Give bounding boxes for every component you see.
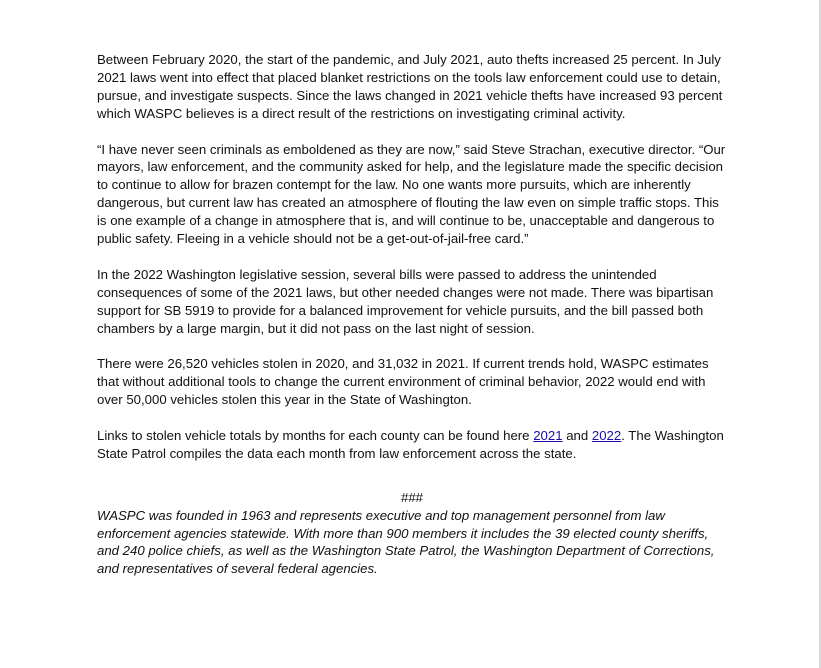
links-intro-text: Links to stolen vehicle totals by months for each county can be found here bbox=[97, 427, 534, 443]
paragraph-auto-theft-trends: Between February 2020, the start of the pandemic, and July 2021, auto thefts increased 25 percent. In July 2021 laws went into effect that placed blanket restrictions on the tools law enforcement could use to detain, pursue, and investigate suspects. Since the laws changed in 2021 vehicle thefts have increased 93 percent which WASPC believes is a direct result of the restrictions on investigating criminal activity. bbox=[97, 52, 723, 121]
organization-boilerplate: WASPC was founded in 1963 and represents executive and top management personnel from law enforcement agencies statewide. With more than 900 members it includes the 39 elected county sheriffs, and 240 police chiefs, as well as the Washington State Patrol, the Washington Department of Corrections, and representatives of several federal agencies. bbox=[97, 507, 715, 577]
links-outro-text: . The Washington State Patrol compiles the data each month from law enforcement across the state. bbox=[97, 427, 724, 461]
link-2021-totals[interactable]: 2021 bbox=[533, 427, 563, 443]
press-release-body bbox=[97, 51, 727, 596]
paragraph-theft-statistics: There were 26,520 vehicles stolen in 2020, and 31,032 in 2021. If current trends hold, WASPC estimates that without additional tools to change the current environment of criminal behavior, 2022 would end with over 50,000 vehicles stolen this year in the State of Washington. bbox=[97, 356, 709, 408]
section-separator: ### bbox=[400, 489, 423, 505]
paragraph-strachan-quote: “I have never seen criminals as emboldened as they are now,” said Steve Strachan, executive director. “Our mayors, law enforcement, and the community asked for help, and the legislature made the specific decision to continue to allow for brazen contempt for the law. No one wants more pursuits, which are inherently dangerous, but current law has created an atmosphere of flouting the law even on simple traffic stops. This is one example of a change in atmosphere that is, and will continue to be, unacceptable and dangerous to public safety. Fleeing in a vehicle should not be a get-out-of-jail-free card.” bbox=[97, 141, 726, 247]
paragraph-data-links bbox=[97, 427, 727, 463]
paragraph-legislative-session: In the 2022 Washington legislative session, several bills were passed to address the unintended consequences of some of the 2021 laws, but other needed changes were not made. There was bipartisan support for SB 5919 to provide for a balanced improvement for vehicle pursuits, and the bill passed both chambers by a large margin, but it did not pass on the last night of session. bbox=[97, 266, 714, 336]
links-and-text: and bbox=[562, 427, 592, 443]
link-2022-totals[interactable]: 2022 bbox=[591, 427, 622, 443]
